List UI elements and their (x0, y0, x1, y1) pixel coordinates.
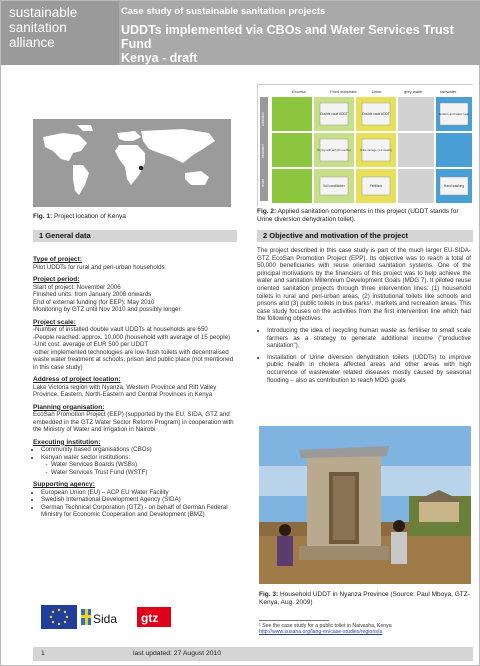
list-item: - Water Services Boards (WSBs) (51, 461, 237, 469)
kenya-marker (139, 166, 143, 170)
cell-r2c3: Urine storage (1-2 weeks) (359, 148, 393, 152)
logo-line-2: sanitation (9, 20, 67, 35)
cell-r3c3: Fertiliser (369, 184, 383, 188)
period-line: Monitoring by GTZ until Nov 2010 and possibly longer (33, 306, 181, 313)
objective-column (257, 247, 471, 388)
address-heading: Address of project location: (33, 376, 121, 383)
components-matrix (258, 85, 474, 207)
col-header-1: Excreta (292, 89, 306, 94)
susana-logo (9, 5, 115, 61)
footnote-text: ¹ See the case study for a public toilet in Naivasha, Kenya (259, 623, 392, 629)
address-text: Lake Victoria region with Nyanza, Western Province and Rift Valley Province, Eastern, North-Eastern and Central Provinces in Kenya (33, 383, 217, 398)
cell-r1c2: Double vault UDDT (320, 112, 348, 116)
general-data-column (33, 256, 237, 519)
logo-line-3: alliance (9, 35, 55, 50)
sanitation-components-figure (257, 84, 473, 206)
objective-list (267, 327, 471, 384)
logo-strip (41, 605, 173, 629)
planning-text: EcoSan Promotion Project (EEP) (supported by the EU, SIDA, GTZ and embedded in the GTZ Water Sector Reform Program) in cooperation with the Ministry of Water and Irrigation in Nairobi (33, 411, 234, 433)
sida-logo: Sida (93, 612, 118, 626)
figure3-caption: Fig. 3: Household UDDT in Nyanza Province (Source: Paul Mboya, GTZ-Kenya, Aug. 2009) (259, 591, 470, 606)
col-header-4: grey water (404, 89, 423, 94)
list-item: • Swedish International Development Agency (SIDA) (41, 496, 237, 504)
executing-heading: Executing institution: (33, 438, 101, 446)
list-item: • European Union (EU) – ACP EU Water Facility (41, 489, 237, 497)
funder-logos (41, 605, 173, 629)
eu-flag-logo (41, 605, 77, 629)
scale-heading: Project scale: (33, 318, 76, 326)
period-heading: Project period: (33, 276, 80, 283)
scale-line: -other implemented technologies are low-flush toilets with decentralised waste water treatment at schools, prison and public place (not mentioned in this case study) (33, 348, 234, 371)
supporting-list (41, 489, 237, 519)
list-item: • Community based organisations (CBOs) (41, 446, 237, 454)
scale-line: -Unit cost: average of EUR 500 per UDDT (33, 341, 149, 348)
objective-paragraph: The project described in this case study is part of the much larger EU-SIDA-GTZ EcoSan Promotion Project (EPP). Its objective was to reach a total of 50,000 beneficiaries with reuse oriented sanitation systems. One of the principal motivations by the financiers of this project was to help achieve the water and sanitation Millennium Development Goals (MDG 7). It piloted reuse oriented sanitation projects through three intervention lines: (1) household toilets in rural and peri-urban areas, (2) institutional toilets like schools and prisons and (3) public toilets in bus parks¹, markets and recreation areas. This case study focuses on the activities from the first intervention line which had the following objectives: (257, 247, 471, 323)
household-uddt-photo (259, 426, 471, 584)
list-item: • Kenyan water sector institutions: (41, 454, 237, 462)
case-study-label: Case study of sustainable sanitation projects (121, 6, 326, 17)
supporting-heading: Supporting agency: (33, 481, 95, 488)
col-header-2: Feed substrate (330, 89, 357, 94)
title-line-1: UDDTs implemented via CBOs and Water Services Trust Fund (121, 23, 454, 51)
last-updated: last updated: 27 August 2010 (133, 650, 222, 657)
list-item: • German Technical Corporation (GTZ) - on behalf of German Federal Ministry for Economic Cooperation and Development (BMZ) (41, 504, 237, 519)
logo-line-1: sustainable (9, 5, 78, 20)
figure2-caption: Fig. 2: Applied sanitation components in this project (UDDT stands for Urine diversion dehydration toilet). (257, 208, 459, 223)
period-line: Start of project: November 2006 (33, 283, 121, 291)
footnote-link[interactable]: http://www.susana.org/lang-en/case-studies/regions/a (259, 629, 383, 636)
cell-r1c5: Gutters and water tank (438, 112, 470, 116)
page-footer (33, 647, 473, 661)
cell-r3c2: Soil conditioner (323, 184, 345, 188)
list-item: • Installation of Urine diversion dehydration toilets (UDDTs) to improve public health in cholera affected areas and other areas with high occurrence of wastewater related diseases mostly caused by seasonal flooding – also as contribution to reach MDG goals (267, 354, 471, 384)
page-number: 1 (41, 650, 45, 657)
scale-line: -People reached: approx. 10,000 (household with average of 15 people) (33, 333, 231, 341)
gtz-logo-text: gtz (141, 611, 159, 625)
executing-list (41, 446, 237, 461)
row-label-reuse: reuse (261, 178, 265, 188)
section2-heading: 2 Objective and motivation of the project (257, 230, 473, 242)
world-map (33, 119, 231, 207)
section1-heading: 1 General data (33, 230, 237, 242)
row-label-collection: collection (261, 111, 265, 127)
title-line-2: Kenya - draft (121, 51, 198, 65)
uddt-photo-illustration (259, 426, 471, 584)
period-line: Finished units: from January 2008 onwards (33, 291, 152, 298)
planning-heading: Planning organisation: (33, 403, 105, 411)
type-heading: Type of project: (33, 256, 82, 263)
cell-r2c2: Drying with ash (6 months) (317, 148, 351, 152)
col-header-5: rainwater (440, 89, 457, 94)
document-title (121, 23, 477, 65)
footnote (259, 623, 473, 636)
row-label-treatment: treatment (261, 143, 265, 159)
col-header-3: Urine (372, 89, 382, 94)
type-text: Pilot UDDTs for rural and peri-urban households (33, 263, 165, 271)
list-item: • Introducing the idea of recycling human waste as fertiliser to small scale farmers as a strategy to generate additional income ("productive sanitation"). (267, 327, 471, 350)
period-line: End of external funding (for EEP): May 2010 (33, 298, 155, 306)
executing-sublist (51, 461, 237, 476)
cell-r1c3: Double vault UDDT (362, 112, 390, 116)
scale-line: -Number of installed double vault UDDTs at households are 650 (33, 326, 208, 333)
world-map-figure (33, 119, 231, 207)
list-item: - Water Services Trust Fund (WSTF) (51, 469, 237, 477)
cell-r3c5: Hand washing (443, 184, 465, 188)
footnote-separator (259, 620, 329, 621)
figure1-caption: Fig. 1: Project location of Kenya (33, 213, 126, 220)
